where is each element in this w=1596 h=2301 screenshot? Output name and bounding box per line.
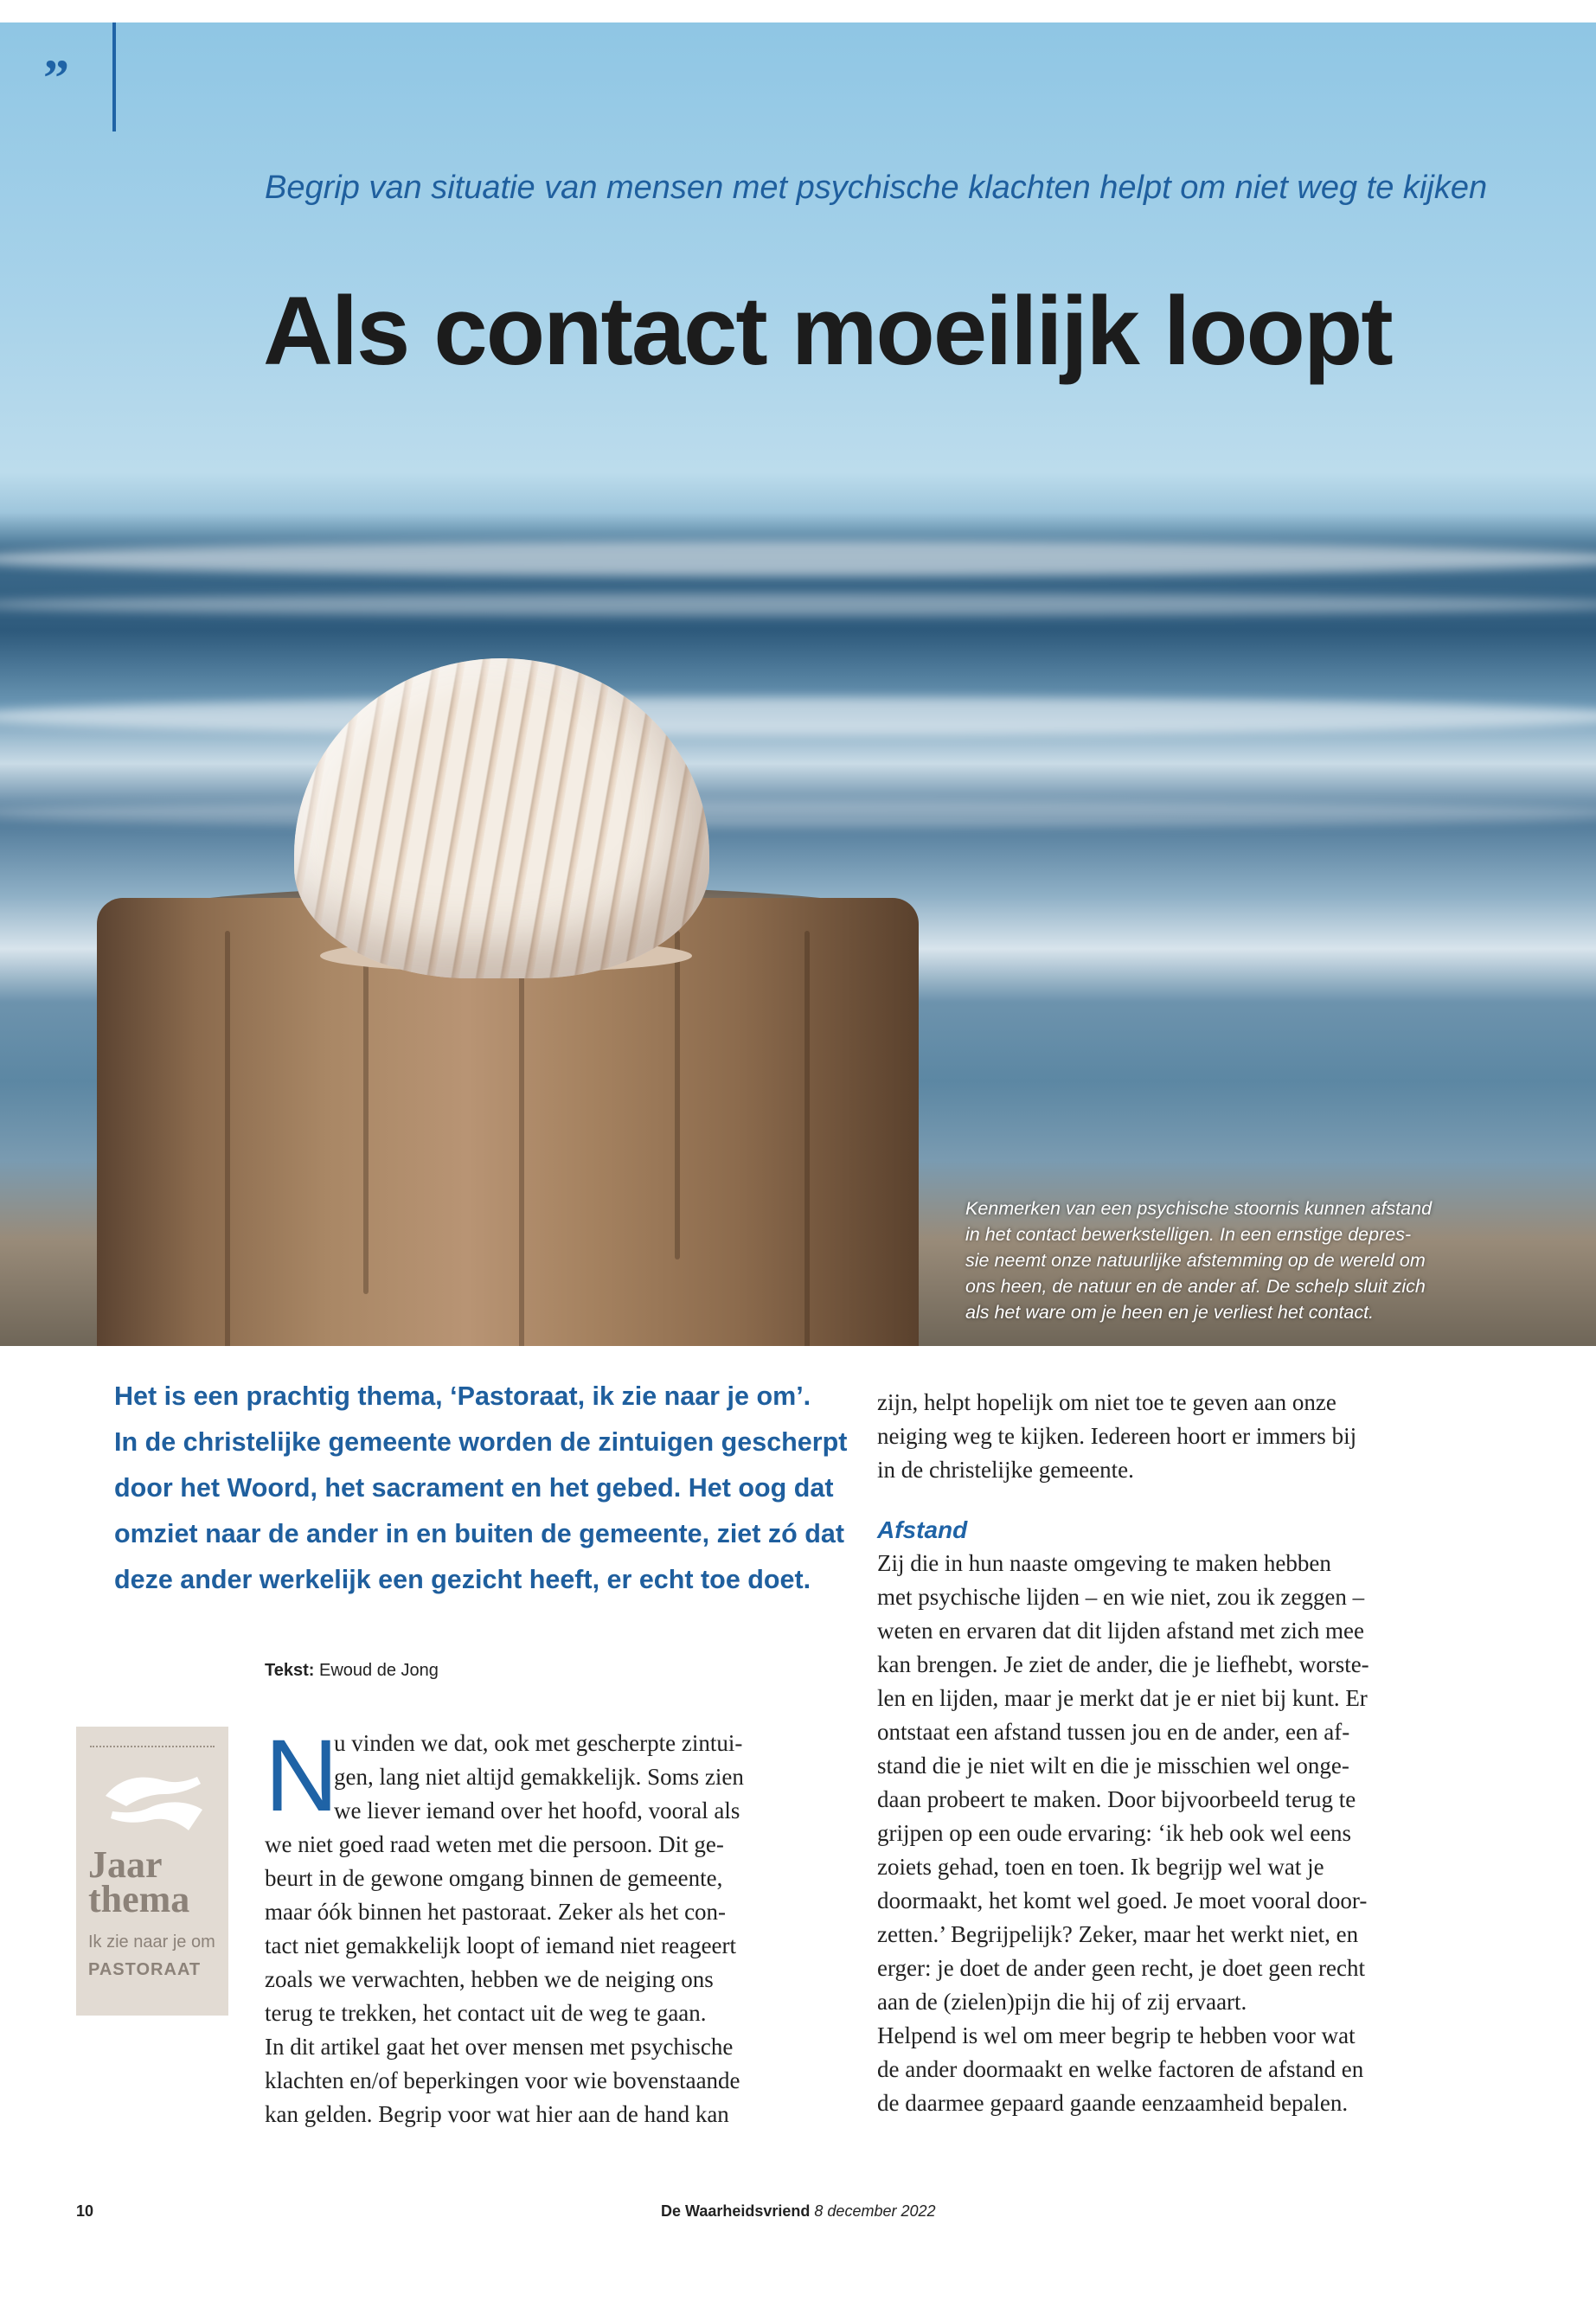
byline <box>265 1661 439 1681</box>
drop-cap: N <box>265 1719 339 1833</box>
section-heading: Afstand <box>877 1516 968 1543</box>
byline-label: Tekst: <box>265 1661 315 1680</box>
section-divider <box>112 22 116 131</box>
article-subtitle: Begrip van situatie van mensen met psychische klachten helpt om niet weg te kijken <box>265 170 1488 206</box>
footer-publication <box>661 2202 936 2221</box>
badge-title: Jaar thema <box>88 1843 190 1920</box>
badge-divider <box>90 1746 215 1747</box>
badge-tagline: Ik zie naar je om <box>88 1932 215 1952</box>
article-column-1: N u vinden we dat, ook met gescherpte zintui- gen, lang niet altijd gemakkelijk. Soms zien we liever iemand over het hoofd, vooral als we niet goed raad weten met die persoon. Dit ge- beurt in de gewone omgang binnen de gemeente, maar óók binnen het pastoraat. Zeker als het con- tact niet gemakkelijk loopt of iemand niet reageert zoals we verwachten, hebben we de neiging ons terug te trekken, het contact uit de weg te gaan. In dit artikel gaat het over mensen met psychische klachten en/of beperkingen voor wie bovenstaande kan gelden. Begrip voor wat hier aan de hand kan <box>265 1719 744 2127</box>
issue-date: 8 december 2022 <box>814 2202 936 2220</box>
page-number: 10 <box>76 2202 94 2220</box>
photo-caption: Kenmerken van een psychische stoornis kunnen afstand in het contact bewerkstelligen. In een ernstige depres- sie neemt onze natuurlijke afstemming op de wereld om ons heen, de natuur en de ander af. De schelp sluit zich als het ware om je heen en je verliest het contact. <box>965 1198 1433 1323</box>
byline-author: Ewoud de Jong <box>318 1661 439 1680</box>
jaarthema-badge <box>76 1727 228 2016</box>
hands-icon <box>102 1761 206 1844</box>
quote-icon: ” <box>43 49 69 106</box>
badge-topic: PASTORAAT <box>88 1960 202 1979</box>
article-title: Als contact moeilijk loopt <box>263 277 1392 385</box>
hero-photo <box>0 22 1596 1346</box>
magazine-name: De Waarheidsvriend <box>661 2202 811 2220</box>
intro-lead: Het is een prachtig thema, ‘Pastoraat, ik zie naar je om’. In de christelijke gemeente worden de zintuigen gescherpt door het Woord, het sacrament en het gebed. Het oog dat omziet naar de ander in en buiten de gemeente, ziet zó dat deze ander werkelijk een gezicht heeft, er echt toe doet. <box>114 1381 848 1594</box>
article-column-2: zijn, helpt hopelijk om niet toe te geven aan onze neiging weg te kijken. Iedereen hoort er immers bij in de christelijke gemeente. Afstand Zij die in hun naaste omgeving te maken hebben met psychische lijden – en wie niet, zou ik zeggen – weten en ervaren dat dit lijden afstand met zich mee kan brengen. Je ziet de ander, die je liefhebt, worste- len en lijden, maar je merkt dat je er niet bij kunt. Er ontstaat een afstand tussen jou en de ander, een af- stand die je niet wilt en die je misschien wel onge- daan probeert te maken. Door bijvoorbeeld terug te grijpen op een oude ervaring: ‘ik heb ook wel eens zoiets gehad, toen en toen. Ik begrijp wel wat je doormaakt, het komt wel goed. Je moet vooral door- zetten.’ Begrijpelijk? Zeker, maar het werkt niet, en erger: je doet de ander geen recht, je doet geen recht aan de (zielen)pijn die hij of zij ervaart. Helpend is wel om meer begrip te hebben voor wat de ander doormaakt en welke factoren de afstand en de daarmee gepaard gaande eenzaamheid bepalen. <box>877 1386 1448 2120</box>
